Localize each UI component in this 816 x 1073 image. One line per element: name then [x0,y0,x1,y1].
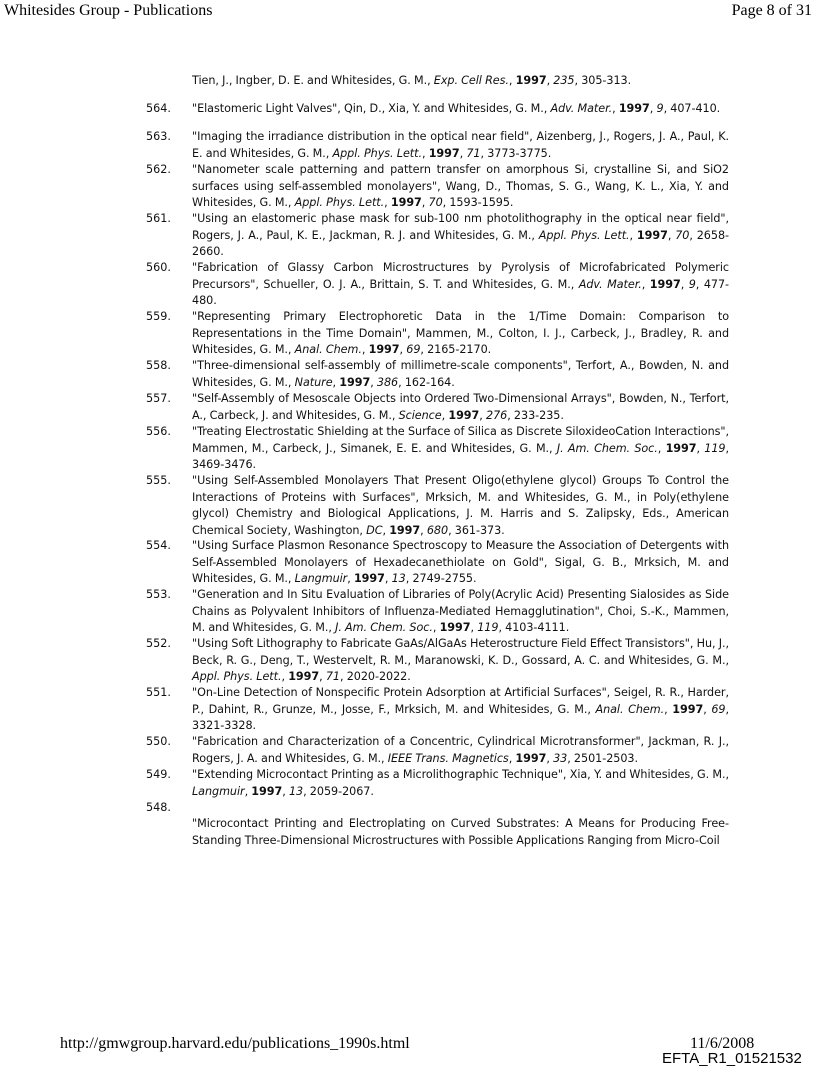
citation-text: , [399,343,407,356]
citation-text: , [649,102,657,115]
citation-year: 1997 [368,343,400,356]
citation-italic: Appl. Phys. Lett. [294,196,385,209]
citation-text: , [629,228,637,242]
citation-italic: 71 [325,670,340,683]
citation-text: "Using an elastomeric phase mask for sub-100 nm photolithography in the optical near field", Rogers, J. A., Paul, K. E., Jackman, R. J. and Whitesides, G. M., [192,212,729,242]
entry-citation [192,636,729,686]
entry-citation [192,587,729,637]
citation-italic: 386 [376,375,399,389]
citation-italic: Exp. Cell Res. [433,74,509,87]
citation-year: 1997 [448,408,480,422]
citation-italic: J. Am. Chem. Soc. [335,621,433,634]
citation-text: , 2501-2503. [567,751,638,765]
citation-italic: Appl. Phys. Lett. [192,670,282,683]
citation-text: , [667,228,676,242]
entry-number: 559. [146,310,171,323]
citation-text: , [384,572,392,585]
entry-citation [192,162,729,212]
citation-text: , [696,441,705,455]
citation-italic: 71 [466,146,481,160]
citation-text: "Generation and In Situ Evaluation of Libraries of Poly(Acrylic Acid) Presenting Sialosides as Side Chains as Polyvalent Inhibitors of Influenza-Mediated Hemagglutination", Choi, S.-K., Mammen, M. and Whitesides, G. M., [192,588,729,634]
citation-italic: 276 [486,408,508,422]
citation-italic: 9 [656,102,664,115]
citation-text: , 1593-1595. [442,196,514,209]
citation-text: , [384,196,391,209]
citation-year: 1997 [649,277,681,291]
footer-url[interactable]: http://gmwgroup.harvard.edu/publications_1990s.html [60,1035,410,1052]
citation-text: , [420,523,427,537]
entry-citation [192,473,729,539]
citation-text: "Using Soft Lithography to Fabricate GaAs/AlGaAs Heterostructure Field Effect Transistors", Hu, J., Beck, R. G., Deng, T., Westervelt, R. M., Maranowski, K. D., Gossard, A. C. and Whitesides, G. M., [192,637,729,667]
citation-italic: Langmuir [192,784,245,798]
citation-text: , [281,670,289,683]
citation-text: , [479,408,486,422]
entry-number: 552. [146,637,171,650]
citation-text: , [370,375,377,389]
citation-text: , 407-410. [663,102,721,115]
citation-year: 1997 [339,375,371,389]
entry-number: 550. [146,735,171,748]
entry-number: 563. [146,130,171,143]
citation-text: "Three-dimensional self-assembly of millimetre-scale components", Terfort, A., Bowden, N. and Whitesides, G. M., [192,359,729,389]
citation-italic: Anal. Chem. [595,702,665,716]
citation-text: Tien, J., Ingber, D. E. and Whitesides, G. M., [192,74,434,87]
citation-text: , [546,751,554,765]
entry-number: 562. [146,163,171,176]
entry-citation [192,309,729,359]
citation-text: , 2059-2067. [303,784,374,798]
citation-text: , 3321-3328. [192,702,729,732]
citation-text: , [508,751,516,765]
citation-text: "Representing Primary Electrophoretic Data in the 1/Time Domain: Comparison to Representations in the Time Domain", Mammen, M., Colton, I. J., Carbeck, J., Bradley, R. and Whitesides, G. M., [192,310,729,356]
citation-italic: 69 [406,343,421,356]
citation-year: 1997 [390,196,422,209]
citation-text: , [421,146,429,160]
citation-text: , 361-373. [448,523,505,537]
citation-text: , 2165-2170. [420,343,492,356]
citation-year: 1997 [288,670,320,683]
citation-italic: Nature [294,375,333,389]
citation-text: "Extending Microcontact Printing as a Microlithographic Technique", Xia, Y. and Whitesides, G. M., [192,768,729,781]
citation-text: , [546,74,554,87]
citation-text: , 305-313. [574,74,632,87]
citation-text: , [382,523,390,537]
citation-text: , [332,375,340,389]
citation-italic: Appl. Phys. Lett. [538,228,630,242]
citation-text: , [508,74,516,87]
citation-italic: J. Am. Chem. Soc. [556,441,658,455]
citation-year: 1997 [672,702,704,716]
citation-year: 1997 [515,74,547,87]
entry-citation [192,816,729,849]
entry-number: 561. [146,212,171,225]
citation-text: , 2749-2755. [405,572,477,585]
entry-number: 549. [146,768,171,781]
citation-italic: DC [366,523,383,537]
citation-italic: 69 [711,702,726,716]
citation-italic: Anal. Chem. [294,343,362,356]
entry-number: 556. [146,425,171,438]
citation-year: 1997 [515,751,547,765]
citation-text: "Fabrication of Glassy Carbon Microstructures by Pyrolysis of Microfabricated Polymeric Precursors", Schueller, O. J. A., Brittain, S. T. and Whitesides, G. M., [192,261,729,291]
citation-text: , 4103-4111. [498,621,570,634]
citation-italic: Science [398,408,442,422]
citation-italic: 119 [477,621,499,634]
page-number: Page 8 of 31 [731,2,812,19]
entry-number: 564. [146,102,171,115]
citation-text: "Nanometer scale patterning and pattern transfer on amorphous Si, crystalline Si, and SiO2 surfaces using self-assembled monolayers", Wang, D., Thomas, S. G., Wang, K. L., Xia, Y. and Whitesides, G. M., [192,163,729,209]
citation-text: , [703,702,712,716]
citation-text: "Using Surface Plasmon Resonance Spectroscopy to Measure the Association of Detergents with Self-Assembled Monolayers of Hexadecanethiolate on Gold", Sigal, G. B., Mrksich, M. and Whitesides, G. M., [192,539,729,585]
citation-text: "Microcontact Printing and Electroplating on Curved Substrates: A Means for Producing Free-Standing Three-Dimensional Microstructures with Possible Applications Ranging from Micro-Coil [192,817,729,847]
citation-text: , [441,408,449,422]
citation-text: , [361,343,369,356]
citation-year: 1997 [251,784,283,798]
citation-text: "Using Self-Assembled Monolayers That Present Oligo(ethylene glycol) Groups To Control the Interactions of Proteins with Surfaces", Mrksich, M. and Whitesides, G. M., in Poly(ethylene glycol) Chemistry and Biological Applications, J. M. Harris and S. Zalipsky, Eds., American Chemical Society, Washington, [192,474,729,537]
citation-text: , 233-235. [507,408,564,422]
citation-text: , 2020-2022. [340,670,411,683]
entry-citation [192,73,729,90]
citation-year: 1997 [636,228,668,242]
citation-italic: Appl. Phys. Lett. [332,146,422,160]
citation-text: , [347,572,354,585]
entry-number: 553. [146,588,171,601]
entry-citation [192,685,729,735]
entry-number: 551. [146,686,171,699]
citation-italic: 13 [391,572,406,585]
citation-text: , 162-164. [398,375,455,389]
citation-text: , [421,196,429,209]
citation-year: 1997 [618,102,650,115]
citation-year: 1997 [389,523,421,537]
entry-citation [192,538,729,588]
entry-citation [192,391,729,424]
citation-text: , [470,621,478,634]
entry-number: 557. [146,392,171,405]
citation-text: , [664,702,673,716]
citation-year: 1997 [353,572,385,585]
citation-text: , [432,621,440,634]
citation-text: , [657,441,666,455]
entry-number: 555. [146,474,171,487]
citation-text: "Fabrication and Characterization of a Concentric, Cylindrical Microtransformer", Jackman, R. J., Rogers, J. A. and Whitesides, G. M., [192,735,729,765]
citation-text: , [319,670,326,683]
citation-text: "Imaging the irradiance distribution in the optical near field", Aizenberg, J., Rogers, J. A., Paul, K. E. and Whitesides, G. M., [192,130,729,160]
citation-year: 1997 [428,146,460,160]
entry-number: 560. [146,261,171,274]
citation-text: , [459,146,467,160]
citation-italic: 235 [553,74,575,87]
citation-italic: Langmuir [294,572,348,585]
citation-text: , [282,784,289,798]
citation-italic: 33 [553,751,568,765]
citation-italic: 119 [704,441,726,455]
citation-italic: IEEE Trans. Magnetics [387,751,509,765]
header-title: Whitesides Group - Publications [4,2,213,19]
entry-citation [192,734,729,767]
document-id: EFTA_R1_01521532 [662,1050,802,1067]
citation-text: , 3773-3775. [480,146,552,160]
entry-citation [192,767,729,800]
citation-italic: 13 [288,784,304,798]
citation-italic: 70 [675,228,690,242]
citation-italic: 680 [426,523,449,537]
citation-year: 1997 [439,621,471,634]
citation-text: "On-Line Detection of Nonspecific Protein Adsorption at Artificial Surfaces", Seigel, R. R., Harder, P., Dahint, R., Grunze, M., Josse, F., Mrksich, M. and Whitesides, G. M., [192,686,729,716]
citation-text: , 2658-2660. [192,228,729,258]
citation-text: , 3469-3476. [192,441,730,471]
entry-citation [192,129,729,162]
entry-citation [192,101,729,118]
citation-italic: 70 [428,196,443,209]
entry-number: 558. [146,359,171,372]
entry-number: 554. [146,539,171,552]
citation-text: , 477-480. [192,277,730,307]
citation-text: , [680,277,689,291]
citation-text: "Self-Assembly of Mesoscale Objects into Ordered Two-Dimensional Arrays", Bowden, N., Terfort, A., Carbeck, J. and Whitesides, G. M., [192,392,729,422]
citation-italic: 9 [688,277,696,291]
entry-number: 548. [146,801,171,814]
citation-text: "Treating Electrostatic Shielding at the Surface of Silica as Discrete SiloxideoCation Interactions", Mammen, M., Carbeck, J., Simanek, E. E. and Whitesides, G. M., [192,425,729,455]
citation-text: , [244,784,252,798]
entry-citation [192,424,729,474]
citation-text: "Elastomeric Light Valves", Qin, D., Xia, Y. and Whitesides, G. M., [192,102,551,115]
entry-citation [192,358,729,391]
citation-italic: Adv. Mater. [578,277,642,291]
citation-italic: Adv. Mater. [550,102,613,115]
citation-year: 1997 [665,441,697,455]
entry-citation [192,211,729,261]
citation-text: , [612,102,619,115]
entry-citation [192,260,729,310]
citation-text: , [641,277,650,291]
footer-date: 11/6/2008 [690,1035,755,1052]
